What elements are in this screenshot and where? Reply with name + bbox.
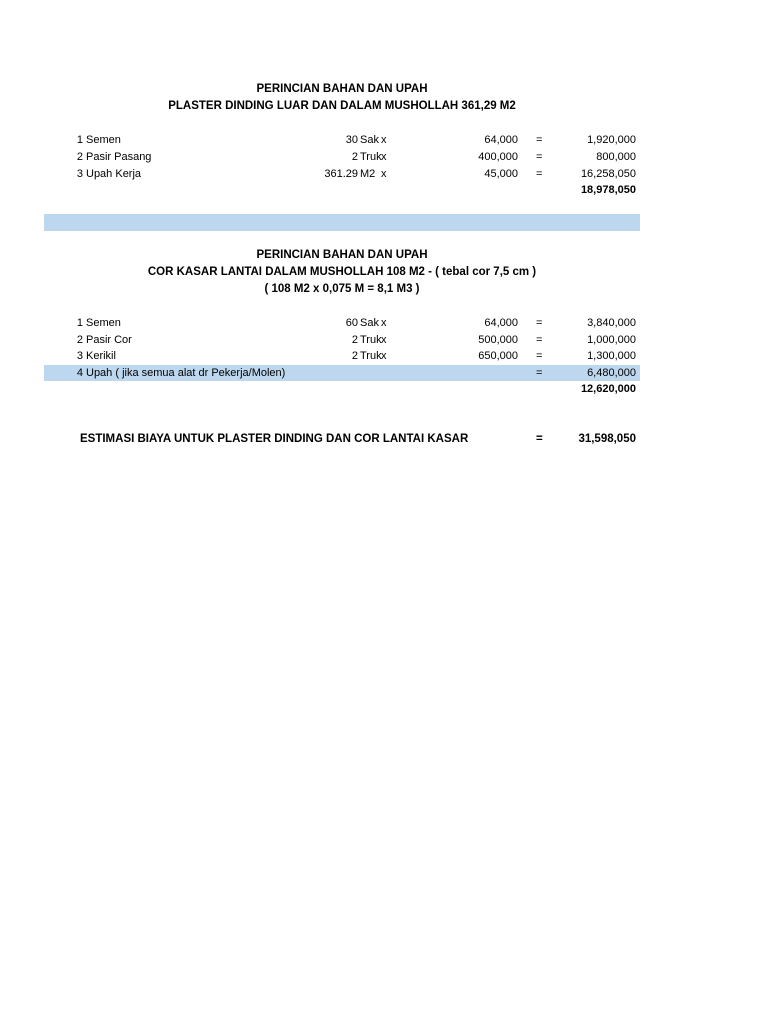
unit: Truk <box>360 151 382 163</box>
line-total: 1,300,000 <box>587 350 636 362</box>
line-total: 6,480,000 <box>587 367 636 379</box>
subtotal-row <box>44 182 640 198</box>
subtotal-row <box>44 381 640 397</box>
equals-sign: = <box>536 168 543 180</box>
section2-title-line2: COR KASAR LANTAI DALAM MUSHOLLAH 108 M2 - ( tebal cor 7,5 cm ) <box>147 266 537 278</box>
unit-price: 500,000 <box>478 334 518 346</box>
separator-band <box>44 214 640 231</box>
line-total: 1,000,000 <box>587 334 636 346</box>
row-number: 3 <box>76 350 83 362</box>
unit: Sak <box>360 134 379 146</box>
equals-sign: = <box>536 151 543 163</box>
section1-title-line2: PLASTER DINDING LUAR DAN DALAM MUSHOLLAH 361,29 M2 <box>168 100 516 112</box>
equals-sign: = <box>536 367 543 379</box>
equals-sign: = <box>536 350 543 362</box>
section1-title-line1: PERINCIAN BAHAN DAN UPAH <box>256 83 428 95</box>
line-total: 800,000 <box>596 151 636 163</box>
table-row <box>44 315 640 331</box>
section1-subtotal: 18,978,050 <box>580 184 636 196</box>
estimate-total: 31,598,050 <box>578 433 636 445</box>
line-total: 16,258,050 <box>580 168 636 180</box>
section2-title-line3: ( 108 M2 x 0,075 M = 8,1 M3 ) <box>264 283 420 295</box>
unit-price: 400,000 <box>478 151 518 163</box>
item-name: Semen <box>86 317 121 329</box>
multiply-sign: x <box>381 134 387 146</box>
quantity: 30 <box>345 134 358 146</box>
item-name: Pasir Pasang <box>86 151 152 163</box>
unit-price: 45,000 <box>484 168 518 180</box>
item-name: Upah ( jika semua alat dr Pekerja/Molen) <box>86 367 286 379</box>
unit-price: 650,000 <box>478 350 518 362</box>
item-name: Semen <box>86 134 121 146</box>
multiply-sign: x <box>381 168 387 180</box>
table-row <box>44 149 640 165</box>
row-number: 1 <box>76 317 83 329</box>
unit: M2 <box>360 168 376 180</box>
row-number: 2 <box>76 151 83 163</box>
unit: Truk <box>360 350 382 362</box>
multiply-sign: x <box>381 317 387 329</box>
row-number: 4 <box>76 367 83 379</box>
unit: Truk <box>360 334 382 346</box>
item-name: Kerikil <box>86 350 116 362</box>
quantity: 361.29 <box>324 168 358 180</box>
row-number: 3 <box>76 168 83 180</box>
equals-sign: = <box>536 433 543 445</box>
quantity: 2 <box>351 334 358 346</box>
multiply-sign: x <box>381 151 387 163</box>
table-row <box>44 332 640 348</box>
section2-title-line1: PERINCIAN BAHAN DAN UPAH <box>256 249 428 261</box>
quantity: 2 <box>351 151 358 163</box>
quantity: 2 <box>351 350 358 362</box>
equals-sign: = <box>536 134 543 146</box>
estimate-row <box>44 431 640 447</box>
quantity: 60 <box>345 317 358 329</box>
unit-price: 64,000 <box>484 134 518 146</box>
line-total: 3,840,000 <box>587 317 636 329</box>
multiply-sign: x <box>381 350 387 362</box>
table-row <box>44 132 640 148</box>
item-name: Upah Kerja <box>86 168 142 180</box>
equals-sign: = <box>536 317 543 329</box>
table-row-highlighted <box>44 365 640 381</box>
item-name: Pasir Cor <box>86 334 132 346</box>
line-total: 1,920,000 <box>587 134 636 146</box>
multiply-sign: x <box>381 334 387 346</box>
estimate-label: ESTIMASI BIAYA UNTUK PLASTER DINDING DAN COR LANTAI KASAR <box>80 433 469 445</box>
unit-price: 64,000 <box>484 317 518 329</box>
unit: Sak <box>360 317 379 329</box>
row-number: 2 <box>76 334 83 346</box>
table-row <box>44 166 640 182</box>
section2-subtotal: 12,620,000 <box>580 383 636 395</box>
equals-sign: = <box>536 334 543 346</box>
row-number: 1 <box>76 134 83 146</box>
table-row <box>44 348 640 364</box>
